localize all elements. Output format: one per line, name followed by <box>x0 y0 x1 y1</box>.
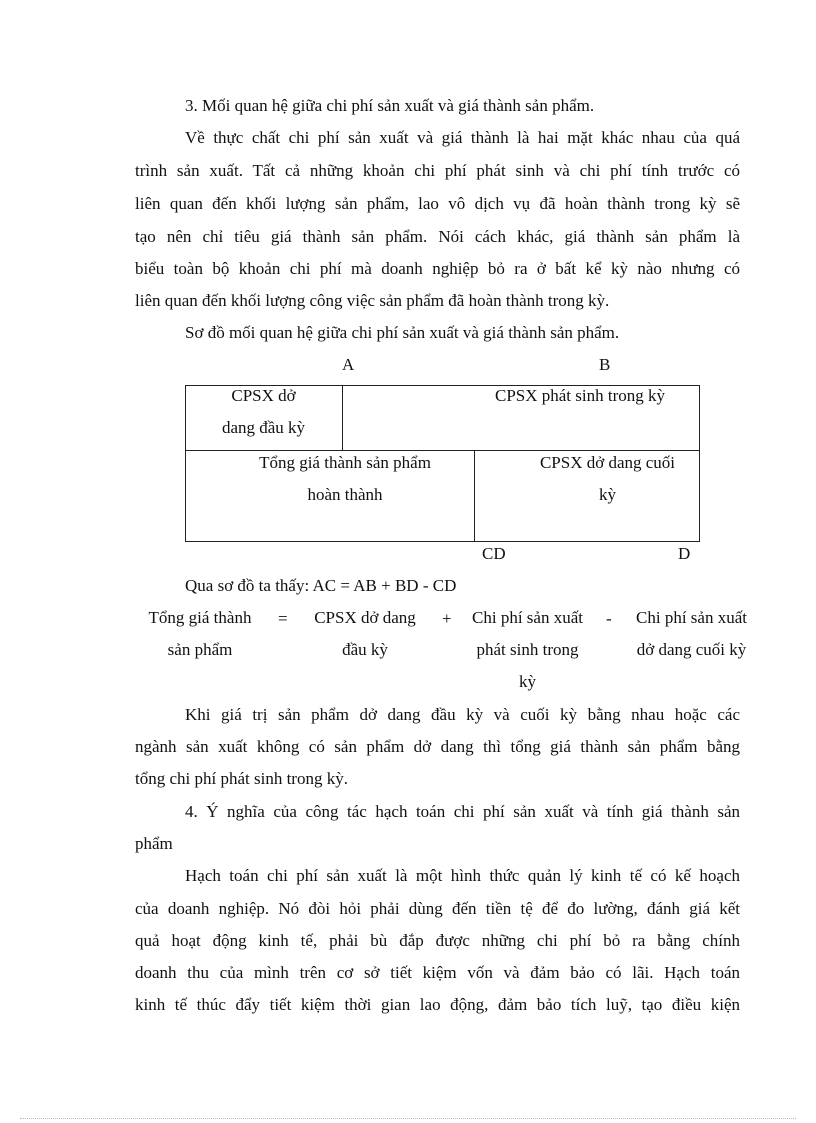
paragraph-line: Khi giá trị sản phẩm dở dang đầu kỳ và cuối kỳ bằng nhau hoặc các <box>185 705 740 724</box>
formula-term-costs-incurred: Chi phí sản xuất phát sinh trong kỳ <box>472 608 583 691</box>
paragraph-line: biểu toàn bộ khoản chi phí mà doanh nghiệp bỏ ra ở bất kể kỳ nào nhưng có <box>135 259 740 278</box>
paragraph-line: ngành sản xuất không có sản phẩm dở dang thì tổng giá thành sản phẩm bằng <box>135 737 740 756</box>
point-label-b: B <box>599 355 611 374</box>
formula-equals: = <box>278 609 288 628</box>
paragraph-line: kinh tế thúc đẩy tiết kiệm thời gian lao động, đảm bảo tích luỹ, tạo điều kiện <box>135 995 740 1014</box>
cell-opening-wip: CPSX dở dang đầu kỳ <box>221 386 306 437</box>
section-4-heading: 4. Ý nghĩa của công tác hạch toán chi phí sản xuất và tính giá thành sản <box>185 802 740 821</box>
formula-minus: - <box>606 609 612 628</box>
diagram-divider <box>474 450 475 542</box>
paragraph-line: liên quan đến khối lượng công việc sản phẩm đã hoàn thành trong kỳ. <box>135 291 610 310</box>
paragraph-line: tạo nên chỉ tiêu giá thành sản phẩm. Nói cách khác, giá thành sản phẩm là <box>135 227 740 246</box>
point-label-a: A <box>342 355 355 374</box>
formula-intro: Qua sơ đồ ta thấy: AC = AB + BD - CD <box>185 576 457 595</box>
cell-closing-wip: CPSX dở dang cuối kỳ <box>539 453 676 504</box>
paragraph-line: liên quan đến khối lượng sản phẩm, lao vô dịch vụ đã hoàn thành trong kỳ sẽ <box>135 194 740 213</box>
diagram-title: Sơ đồ mối quan hệ giữa chi phí sản xuất và giá thành sản phẩm. <box>185 323 620 342</box>
paragraph-line: quả hoạt động kinh tế, phải bù đắp được những chi phí bỏ ra bằng chính <box>135 931 740 950</box>
point-label-cd: CD <box>482 544 506 563</box>
cell-total-cost: Tổng giá thành sản phẩm hoàn thành <box>259 453 431 504</box>
formula-term-total-cost: Tổng giá thành sản phẩm <box>148 608 252 659</box>
paragraph-line: trình sản xuất. Tất cả những khoản chi phí phát sinh và chi phí tính trước có <box>135 161 740 180</box>
paragraph-line: Hạch toán chi phí sản xuất là một hình thức quản lý kinh tế có kế hoạch <box>185 866 740 885</box>
paragraph-line: của doanh nghiệp. Nó đòi hỏi phải dùng đến tiền tệ để đo lường, đánh giá kết <box>135 899 740 918</box>
section-4-heading-cont: phẩm <box>135 834 173 853</box>
paragraph-line: doanh thu của mình trên cơ sở tiết kiệm vốn và đảm bảo có lãi. Hạch toán <box>135 963 740 982</box>
formula-term-closing-wip: Chi phí sản xuất dở dang cuối kỳ <box>636 608 747 659</box>
formula-plus: + <box>442 609 452 628</box>
formula-term-opening-wip: CPSX dở dang đầu kỳ <box>314 608 416 659</box>
paragraph-line: Về thực chất chi phí sản xuất và giá thành là hai mặt khác nhau của quá <box>185 128 740 147</box>
page-bottom-rule <box>20 1118 796 1119</box>
section-3-heading: 3. Mối quan hệ giữa chi phí sản xuất và giá thành sản phẩm. <box>185 96 595 115</box>
diagram-divider <box>342 385 343 450</box>
paragraph-line: tổng chi phí phát sinh trong kỳ. <box>135 769 348 788</box>
point-label-d: D <box>678 544 691 563</box>
cell-costs-incurred: CPSX phát sinh trong kỳ <box>494 386 666 405</box>
